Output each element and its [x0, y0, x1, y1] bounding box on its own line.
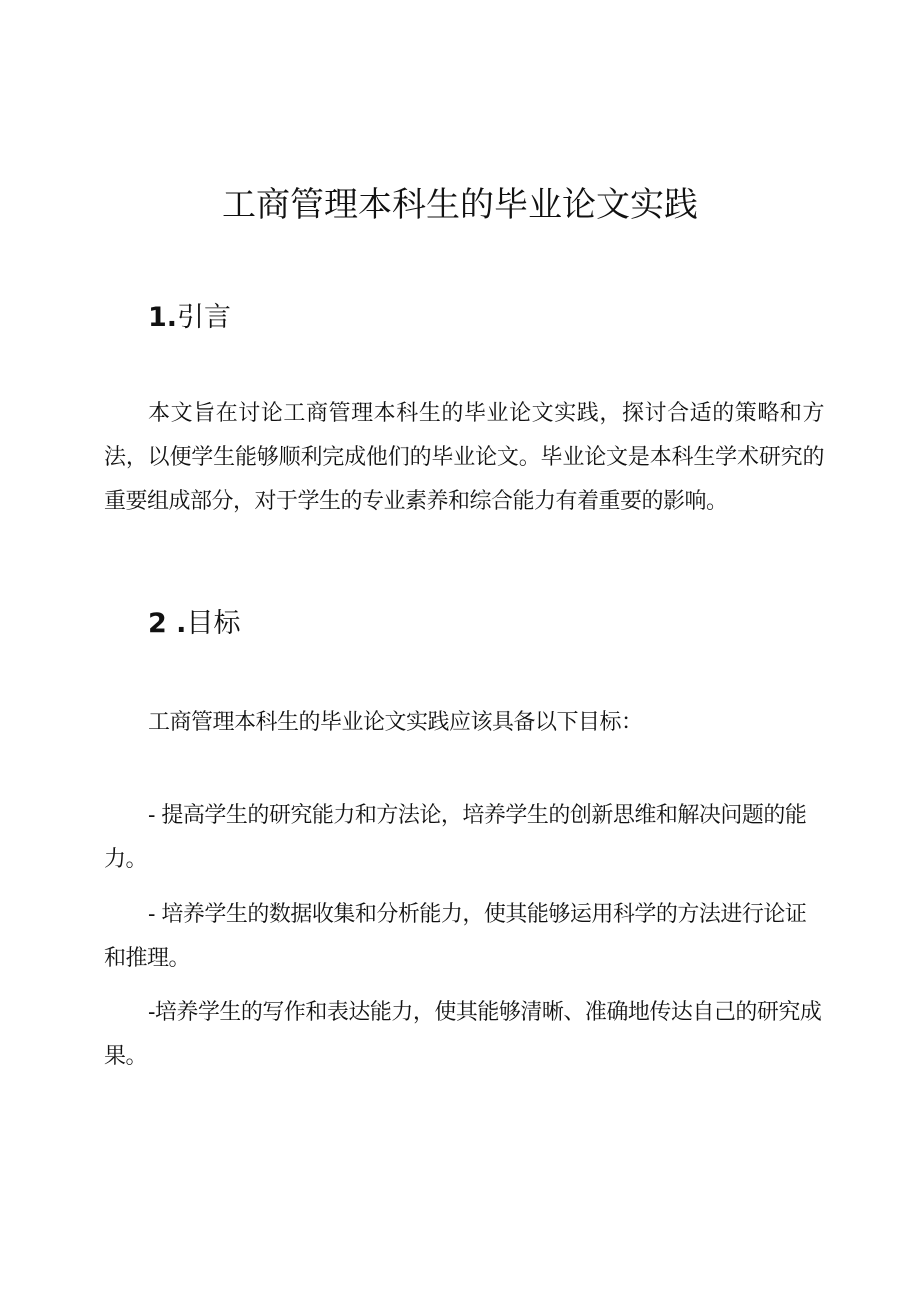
section-number: 1. [148, 302, 178, 333]
goals-intro-paragraph: 工商管理本科生的毕业论文实践应该具备以下目标： [148, 710, 643, 735]
section-heading-introduction [148, 298, 231, 338]
section-number: 2 . [148, 608, 187, 639]
goal-bullet-item: - 提高学生的研究能力和方法论，培养学生的创新思维和解决问题的能力。 [104, 803, 807, 872]
section-heading-goals [148, 604, 240, 644]
section-title: 引言 [177, 302, 232, 333]
introduction-paragraph: 本文旨在讨论工商管理本科生的毕业论文实践，探讨合适的策略和方法，以便学生能够顺利完成他们的毕业论文。毕业论文是本科生学术研究的重要组成部分，对于学生的专业素养和综合能力有着重要的影响。 [104, 401, 824, 514]
document-title: 工商管理本科生的毕业论文实践 [222, 185, 698, 225]
goal-bullet-item: - 培养学生的数据收集和分析能力，使其能够运用科学的方法进行论证和推理。 [104, 902, 807, 971]
goal-bullet-item: -培养学生的写作和表达能力，使其能够清晰、准确地传达自己的研究成果。 [104, 1000, 822, 1069]
section-title: 目标 [186, 608, 241, 639]
